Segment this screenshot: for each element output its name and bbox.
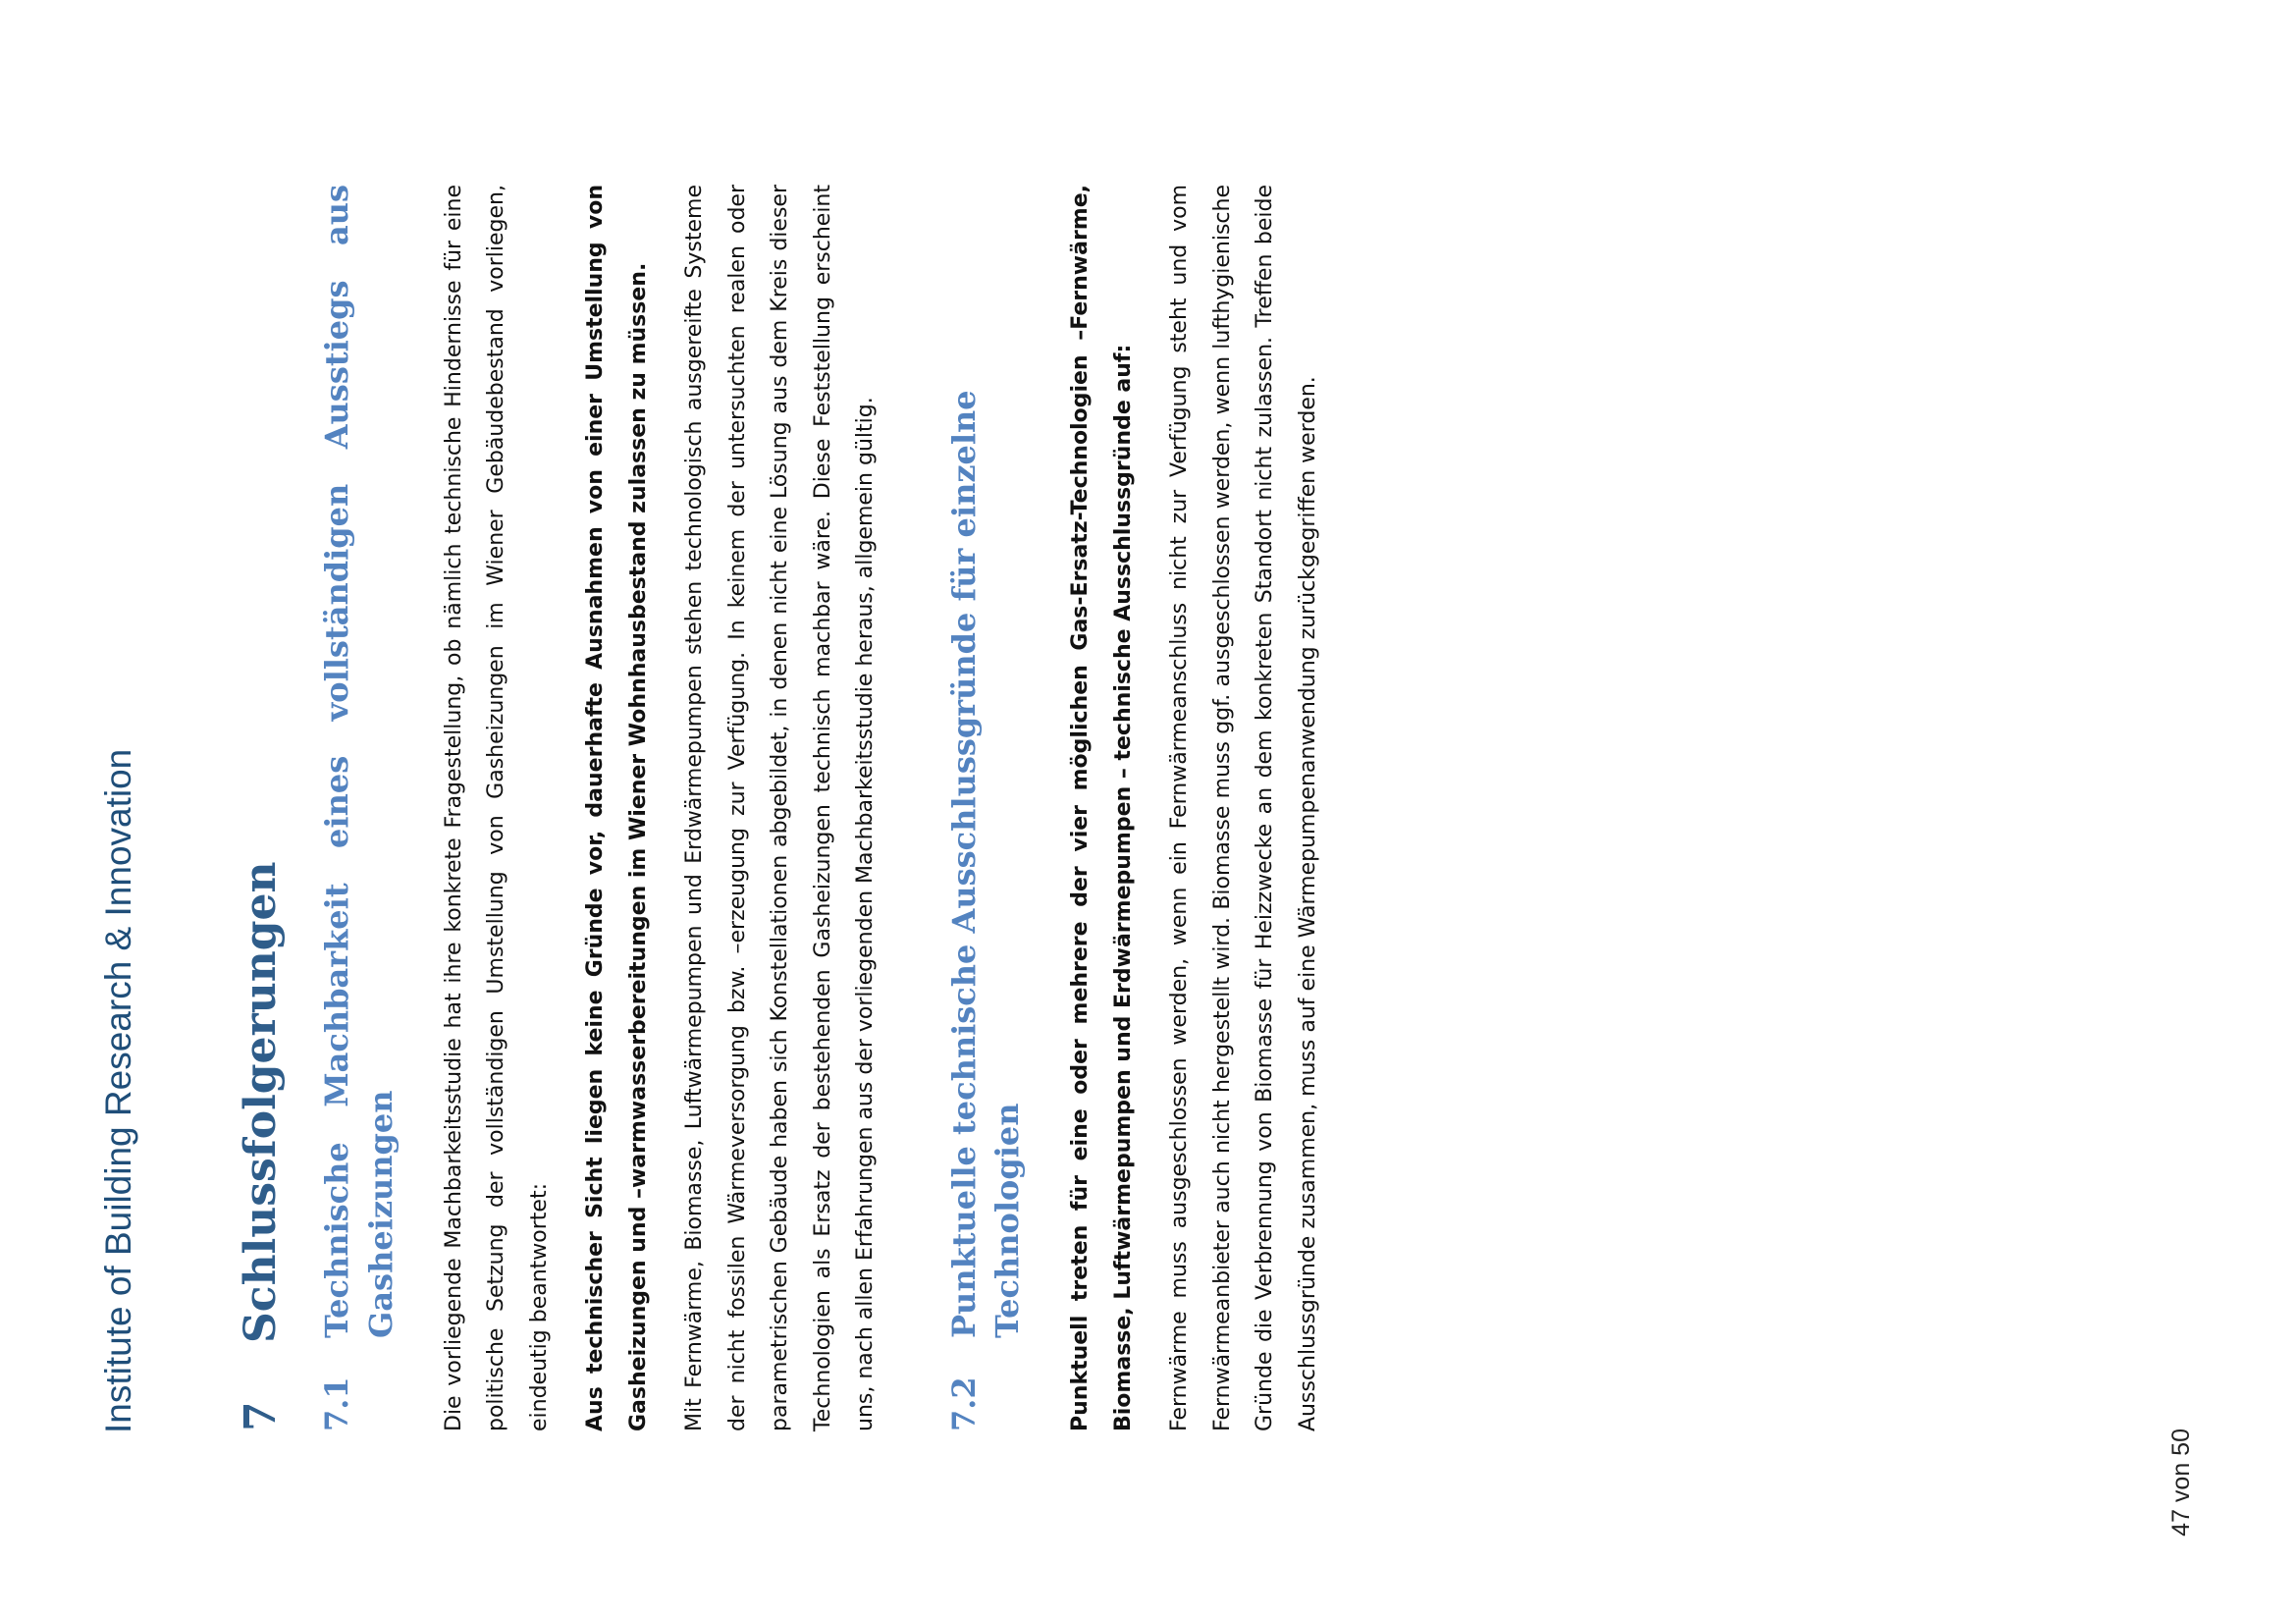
paragraph: Die vorliegende Machbarkeitsstudie hat ihre konkrete Fragestellung, ob nämlich technische Hindernisse für eine politische Setzung der vollständigen Umstellung von Gasheizungen im Wiener Gebäudebestand vorliegen, eindeutig beantwortet: <box>441 185 552 1431</box>
paragraph: Fernwärme muss ausgeschlossen werden, wenn ein Fernwärmeanschluss nicht zur Verfügung steht und vom Fernwärmeanbieter auch nicht hergestellt wird. Biomasse muss ggf. ausgeschlossen werden, wenn lufthygienische Gründe die Verbrennung von Biomasse für Heizzwecke an dem konkreten Standort nicht zulassen. Treffen beide Ausschlussgründe zusammen, muss auf eine Wärmepumpenanwendung zurückgegriffen werden. <box>1167 185 1320 1431</box>
section-title: Punktuelle technische Ausschlussgründe für einzelne Technologien <box>944 390 1027 1338</box>
key-finding-paragraph: Aus technischer Sicht liegen keine Gründe vor, dauerhafte Ausnahmen von einer Umstellung von Gasheizungen und –warmwasserbereitungen im Wiener Wohnhausbestand zulassen zu müssen. <box>583 185 651 1431</box>
paragraph: Mit Fernwärme, Biomasse, Luftwärmepumpen und Erdwärmepumpen stehen technologisch ausgereifte Systeme der nicht fossilen Wärmeversorgung bzw. –erzeugung zur Verfügung. In keinem der untersuchten realen oder parametrischen Gebäude haben sich Konstellationen abgebildet, in denen nicht eine Lösung aus dem Kreis dieser Technologien als Ersatz der bestehenden Gasheizungen technisch machbar wäre. Diese Feststellung erscheint uns, nach allen Erfahrungen aus der vorliegenden Machbarkeitsstudie heraus, allgemein gültig. <box>682 185 879 1431</box>
section-heading-7-2 <box>942 185 1031 1431</box>
key-finding-paragraph: Punktuell treten für eine oder mehrere der vier möglichen Gas-Ersatz-Technologien –Fernwärme, Biomasse, Luftwärmepumpen und Erdwärmepumpen – technische Ausschlussgründe auf: <box>1068 185 1136 1431</box>
chapter-number: 7 <box>236 1401 286 1431</box>
section-title: Technische Machbarkeit eines vollständigen Ausstiegs aus Gasheizungen <box>318 185 400 1338</box>
chapter-heading <box>236 185 286 1431</box>
section-number: 7.2 <box>944 1376 983 1431</box>
section-number: 7.1 <box>318 1376 355 1431</box>
section-heading-7-1 <box>315 185 403 1431</box>
page-number: 47 von 50 <box>2167 1429 2195 1537</box>
running-header: Institute of Building Research & Innovation <box>98 748 138 1433</box>
page-content <box>236 185 1343 1431</box>
chapter-title: Schlussfolgerungen <box>236 861 286 1343</box>
